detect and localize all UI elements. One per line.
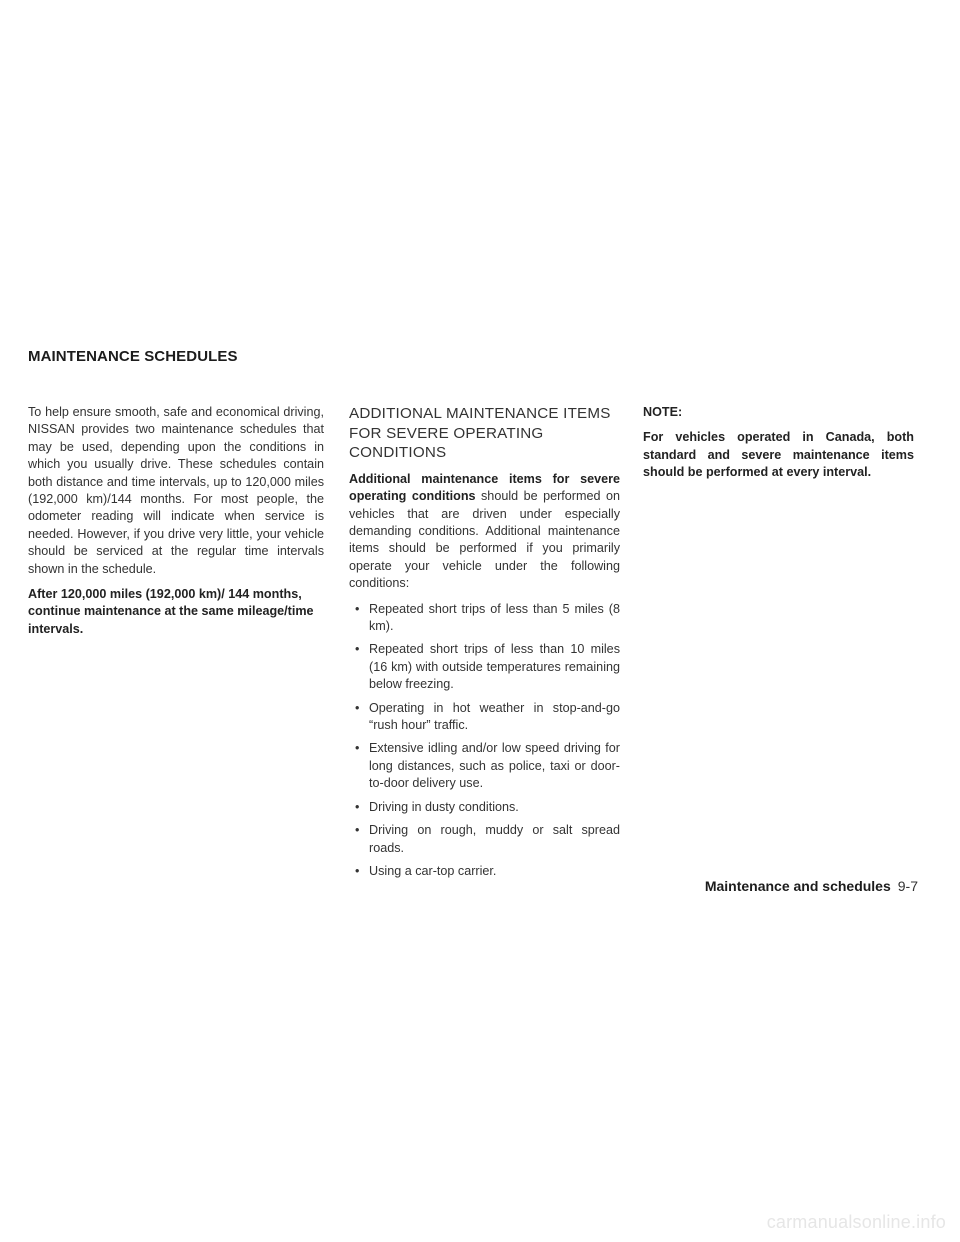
severe-conditions-heading: ADDITIONAL MAINTENANCE ITEMS FOR SEVERE OPERATING CONDITIONS xyxy=(349,405,611,462)
list-item-text: Extensive idling and/or low speed driving for long distances, such as police, taxi or door-to-door delivery use. xyxy=(369,741,620,791)
intro-column xyxy=(28,404,324,646)
chapter-title: Maintenance and schedules xyxy=(704,878,891,894)
bullet-icon: • xyxy=(355,799,360,814)
severe-conditions-lead-bold: Additional maintenance items for severe operating conditions xyxy=(349,471,620,504)
list-item xyxy=(353,822,620,857)
list-item xyxy=(353,863,620,880)
list-item xyxy=(353,601,620,636)
list-item xyxy=(353,700,620,735)
list-item-text: Repeated short trips of less than 5 miles (8 km). xyxy=(369,601,620,634)
list-item xyxy=(353,799,620,816)
severe-conditions-lead xyxy=(349,471,620,593)
list-item-text: Driving in dusty conditions. xyxy=(369,799,519,814)
note-column xyxy=(643,404,914,490)
bullet-icon: • xyxy=(355,601,360,616)
severe-conditions-lead-text: should be performed on vehicles that are driven under especially demanding conditions. Additional maintenance items should be performed if you primarily operate your vehicle under the following conditions: xyxy=(349,489,620,591)
page-number: 9-7 xyxy=(897,878,918,894)
section-title: MAINTENANCE SCHEDULES xyxy=(28,348,238,365)
list-item-text: Operating in hot weather in stop-and-go “rush hour” traffic. xyxy=(369,700,620,733)
list-item-text: Using a car-top carrier. xyxy=(369,863,497,878)
bullet-icon: • xyxy=(355,642,360,657)
bullet-icon: • xyxy=(355,863,360,878)
list-item-text: Driving on rough, muddy or salt spread roads. xyxy=(369,823,620,855)
page-footer xyxy=(705,878,918,894)
list-item-text: Repeated short trips of less than 10 miles (16 km) with outside temperatures remaining below freezing. xyxy=(369,642,620,692)
bullet-icon: • xyxy=(355,741,360,756)
bullet-icon: • xyxy=(355,823,360,838)
conditions-list xyxy=(349,601,620,881)
intro-bold-paragraph: After 120,000 miles (192,000 km)/ 144 months, continue maintenance at the same mileage/time intervals. xyxy=(28,587,314,636)
intro-paragraph: To help ensure smooth, safe and economical driving, NISSAN provides two maintenance schedules that may be used, depending upon the conditions in which you usually drive. These schedules contain both distance and time intervals, up to 120,000 miles (192,000 km)/144 months. For most people, the odometer reading will indicate when service is needed. However, if you drive very little, your vehicle should be serviced at the regular time intervals shown in the schedule. xyxy=(28,405,324,576)
bullet-icon: • xyxy=(355,700,360,715)
note-text: For vehicles operated in Canada, both standard and severe maintenance items should be performed at every interval. xyxy=(643,430,914,480)
note-label: NOTE: xyxy=(643,405,683,419)
list-item xyxy=(353,641,620,693)
severe-conditions-column xyxy=(349,404,620,886)
list-item xyxy=(353,740,620,792)
watermark: carmanualsonline.info xyxy=(766,1212,946,1232)
